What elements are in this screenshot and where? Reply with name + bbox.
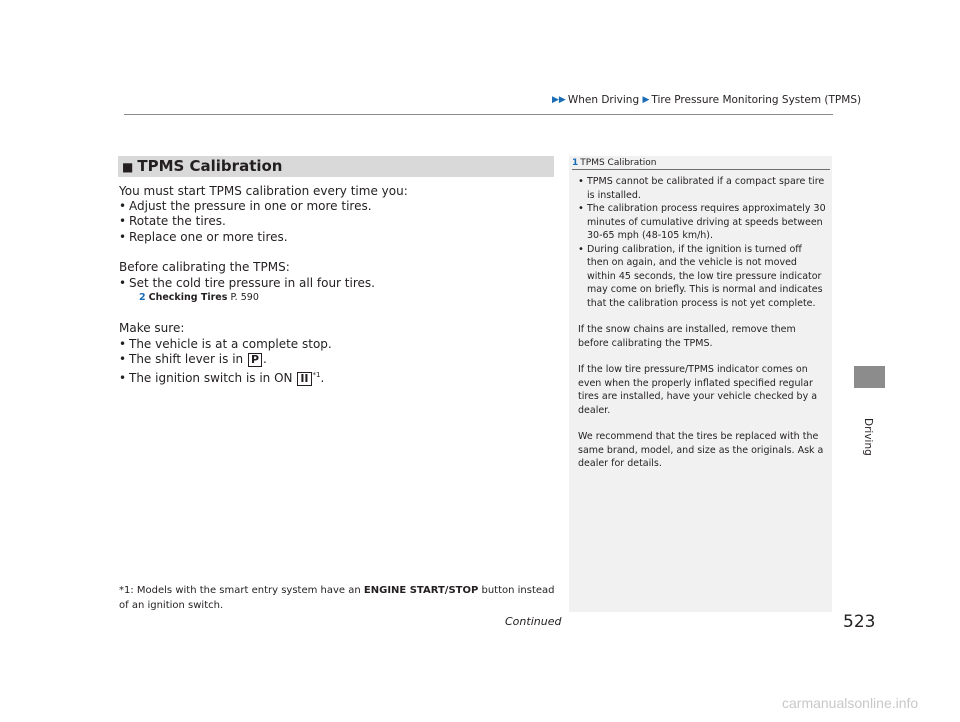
section-heading [118, 156, 554, 177]
list-item: • Replace one or more tires. [119, 230, 288, 244]
shift-p-key: P [248, 353, 262, 367]
watermark: carmanualsonline.info [782, 695, 919, 711]
reference-arrow-icon: 2 [139, 292, 146, 303]
reference-page: P. 590 [230, 292, 259, 303]
footnote-marker: *1 [312, 371, 321, 379]
list-item: • Rotate the tires. [119, 214, 226, 228]
sidebar-content [578, 175, 826, 471]
list-item: • Adjust the pressure in one or more tires. [119, 199, 372, 213]
sidebar-bullet: • TPMS cannot be calibrated if a compact spare tire is installed. [578, 175, 826, 202]
ignition-ii-key: II [297, 372, 311, 386]
intro-text: You must start TPMS calibration every time you: [119, 184, 408, 198]
before-heading: Before calibrating the TPMS: [119, 260, 290, 274]
list-item: • The ignition switch is in ON II $^{*1}$. [119, 371, 325, 385]
cross-reference-link[interactable] [139, 292, 259, 303]
sidebar-title: 1 TPMS Calibration [572, 158, 657, 168]
breadcrumb [552, 94, 861, 106]
reference-title: Checking Tires [148, 292, 228, 303]
list-item: • Set the cold tire pressure in all four tires. [119, 276, 375, 290]
list-item: • The shift lever is in P . [119, 352, 267, 366]
continued-label: Continued [505, 615, 562, 628]
section-marker-icon: ■ [122, 160, 134, 174]
breadcrumb-arrow-icon: ▶ [642, 95, 650, 105]
sidebar-paragraph: If the snow chains are installed, remove them before calibrating the TPMS. [578, 324, 796, 349]
sidebar-title-number: 1 [572, 158, 579, 168]
sidebar-paragraph: If the low tire pressure/TPMS indicator comes on even when the properly inflated specified regular tires are installed, have your vehicle checked by a dealer. [578, 364, 818, 416]
sidebar-bullet: • The calibration process requires approximately 30 minutes of cumulative driving at speeds between 30-65 mph (48-105 km/h). [578, 202, 826, 243]
section-title: TPMS Calibration [137, 157, 283, 175]
sidebar-divider [572, 169, 830, 170]
breadcrumb-item[interactable]: Tire Pressure Monitoring System (TPMS) [651, 94, 862, 106]
make-sure-heading: Make sure: [119, 321, 185, 335]
footnote: *1: Models with the smart entry system have an ENGINE START/STOP button instead of an ignition switch. [119, 585, 555, 611]
chapter-label: Driving [862, 418, 874, 456]
breadcrumb-arrow-icon: ▶▶ [552, 95, 566, 105]
sidebar-paragraph: We recommend that the tires be replaced with the same brand, model, and size as the originals. Ask a dealer for details. [578, 431, 824, 469]
page-number: 523 [843, 612, 876, 632]
sidebar-bullet: • During calibration, if the ignition is turned off then on again, and the vehicle is not moved within 45 seconds, the low tire pressure indicator may come on briefly. This is normal and indicates that the calibration process is not yet complete. [578, 243, 826, 311]
chapter-tab-marker [854, 366, 885, 388]
list-item: • The vehicle is at a complete stop. [119, 337, 332, 351]
breadcrumb-item[interactable]: When Driving [567, 94, 640, 106]
header-divider [124, 114, 833, 115]
